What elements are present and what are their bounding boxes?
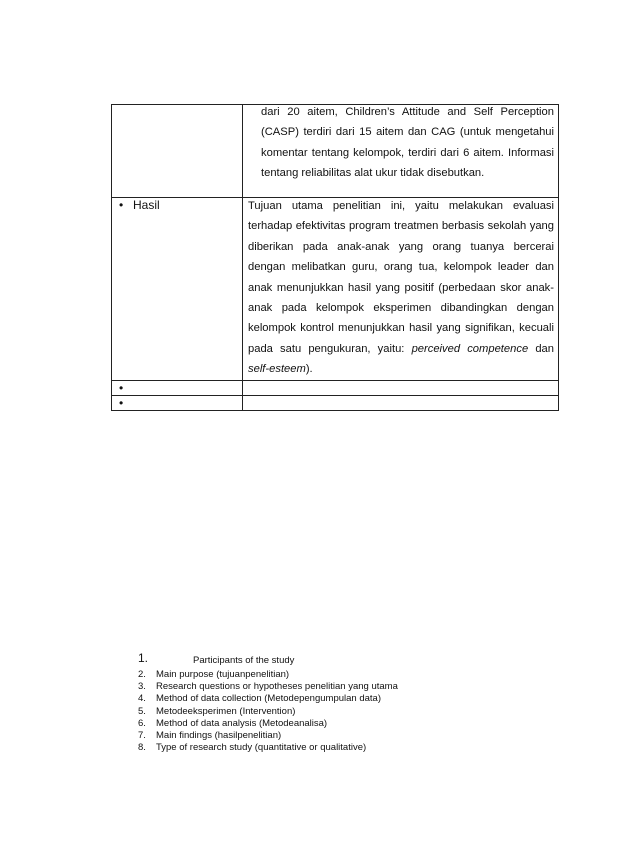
list-item: 5. Metodeeksperimen (Intervention) [138, 705, 296, 717]
row-label-hasil: Hasil [133, 198, 160, 212]
row-label-cell [112, 105, 243, 198]
results-text [243, 196, 558, 380]
bullet-icon: • [119, 198, 124, 212]
table-row [112, 198, 559, 381]
table-row [112, 105, 559, 198]
list-item: 7. Main findings (hasilpenelitian) [138, 730, 282, 742]
table-row [112, 380, 559, 395]
results-term-self-esteem: self-esteem [248, 363, 306, 376]
row-label-cell [112, 395, 243, 410]
list-item: 1. Participants of the study [138, 651, 295, 666]
list-item: 6. Method of data analysis (Metodeanalisa) [138, 717, 328, 729]
list-item: 3. Research questions or hypotheses penelitian yang utama [138, 681, 398, 693]
list-item: 4. Method of data collection (Metodepengumpulan data) [138, 693, 381, 705]
results-text-conj: dan [528, 342, 554, 355]
bullet-icon: • [119, 395, 124, 410]
list-item: 2. Main purpose (tujuanpenelitian) [138, 669, 290, 680]
instrument-text: dari 20 aitem, Children’s Attitude and Self Perception (CASP) terdiri dari 15 aitem dan CAG (untuk mengetahui komentar tentang kelompok, terdiri dari 6 aitem. Informasi tentang reliabilitas alat ukur tidak disebutkan. [261, 106, 554, 180]
results-term-competence: perceived competence [411, 342, 529, 355]
bullet-icon: • [119, 380, 124, 395]
summary-table [111, 104, 559, 411]
results-text-main: Tujuan utama penelitian ini, yaitu melakukan evaluasi terhadap efektivitas program treatmen berbasis sekolah yang diberikan pada anak-anak yang orang tuanya bercerai dengan melibatkan guru, orang tua, kelompok leader dan anak menunjukkan hasil yang positif (perbedaan skor anak-anak pada kelompok eksperimen dibandingkan dengan kelompok kontrol menunjukkan hasil yang signifikan, kecuali pada satu pengukuran, yaitu: [248, 200, 554, 355]
row-content-cell [243, 105, 559, 198]
row-content-cell [243, 198, 559, 381]
row-content-cell [243, 380, 559, 395]
numbered-list [138, 651, 398, 754]
row-content-cell [243, 395, 559, 410]
results-text-end: ). [305, 363, 313, 376]
row-label-cell [112, 198, 243, 381]
table-row [112, 395, 559, 410]
list-item: 8. Type of research study (quantitative or qualitative) [138, 742, 367, 754]
row-label-cell [112, 380, 243, 395]
